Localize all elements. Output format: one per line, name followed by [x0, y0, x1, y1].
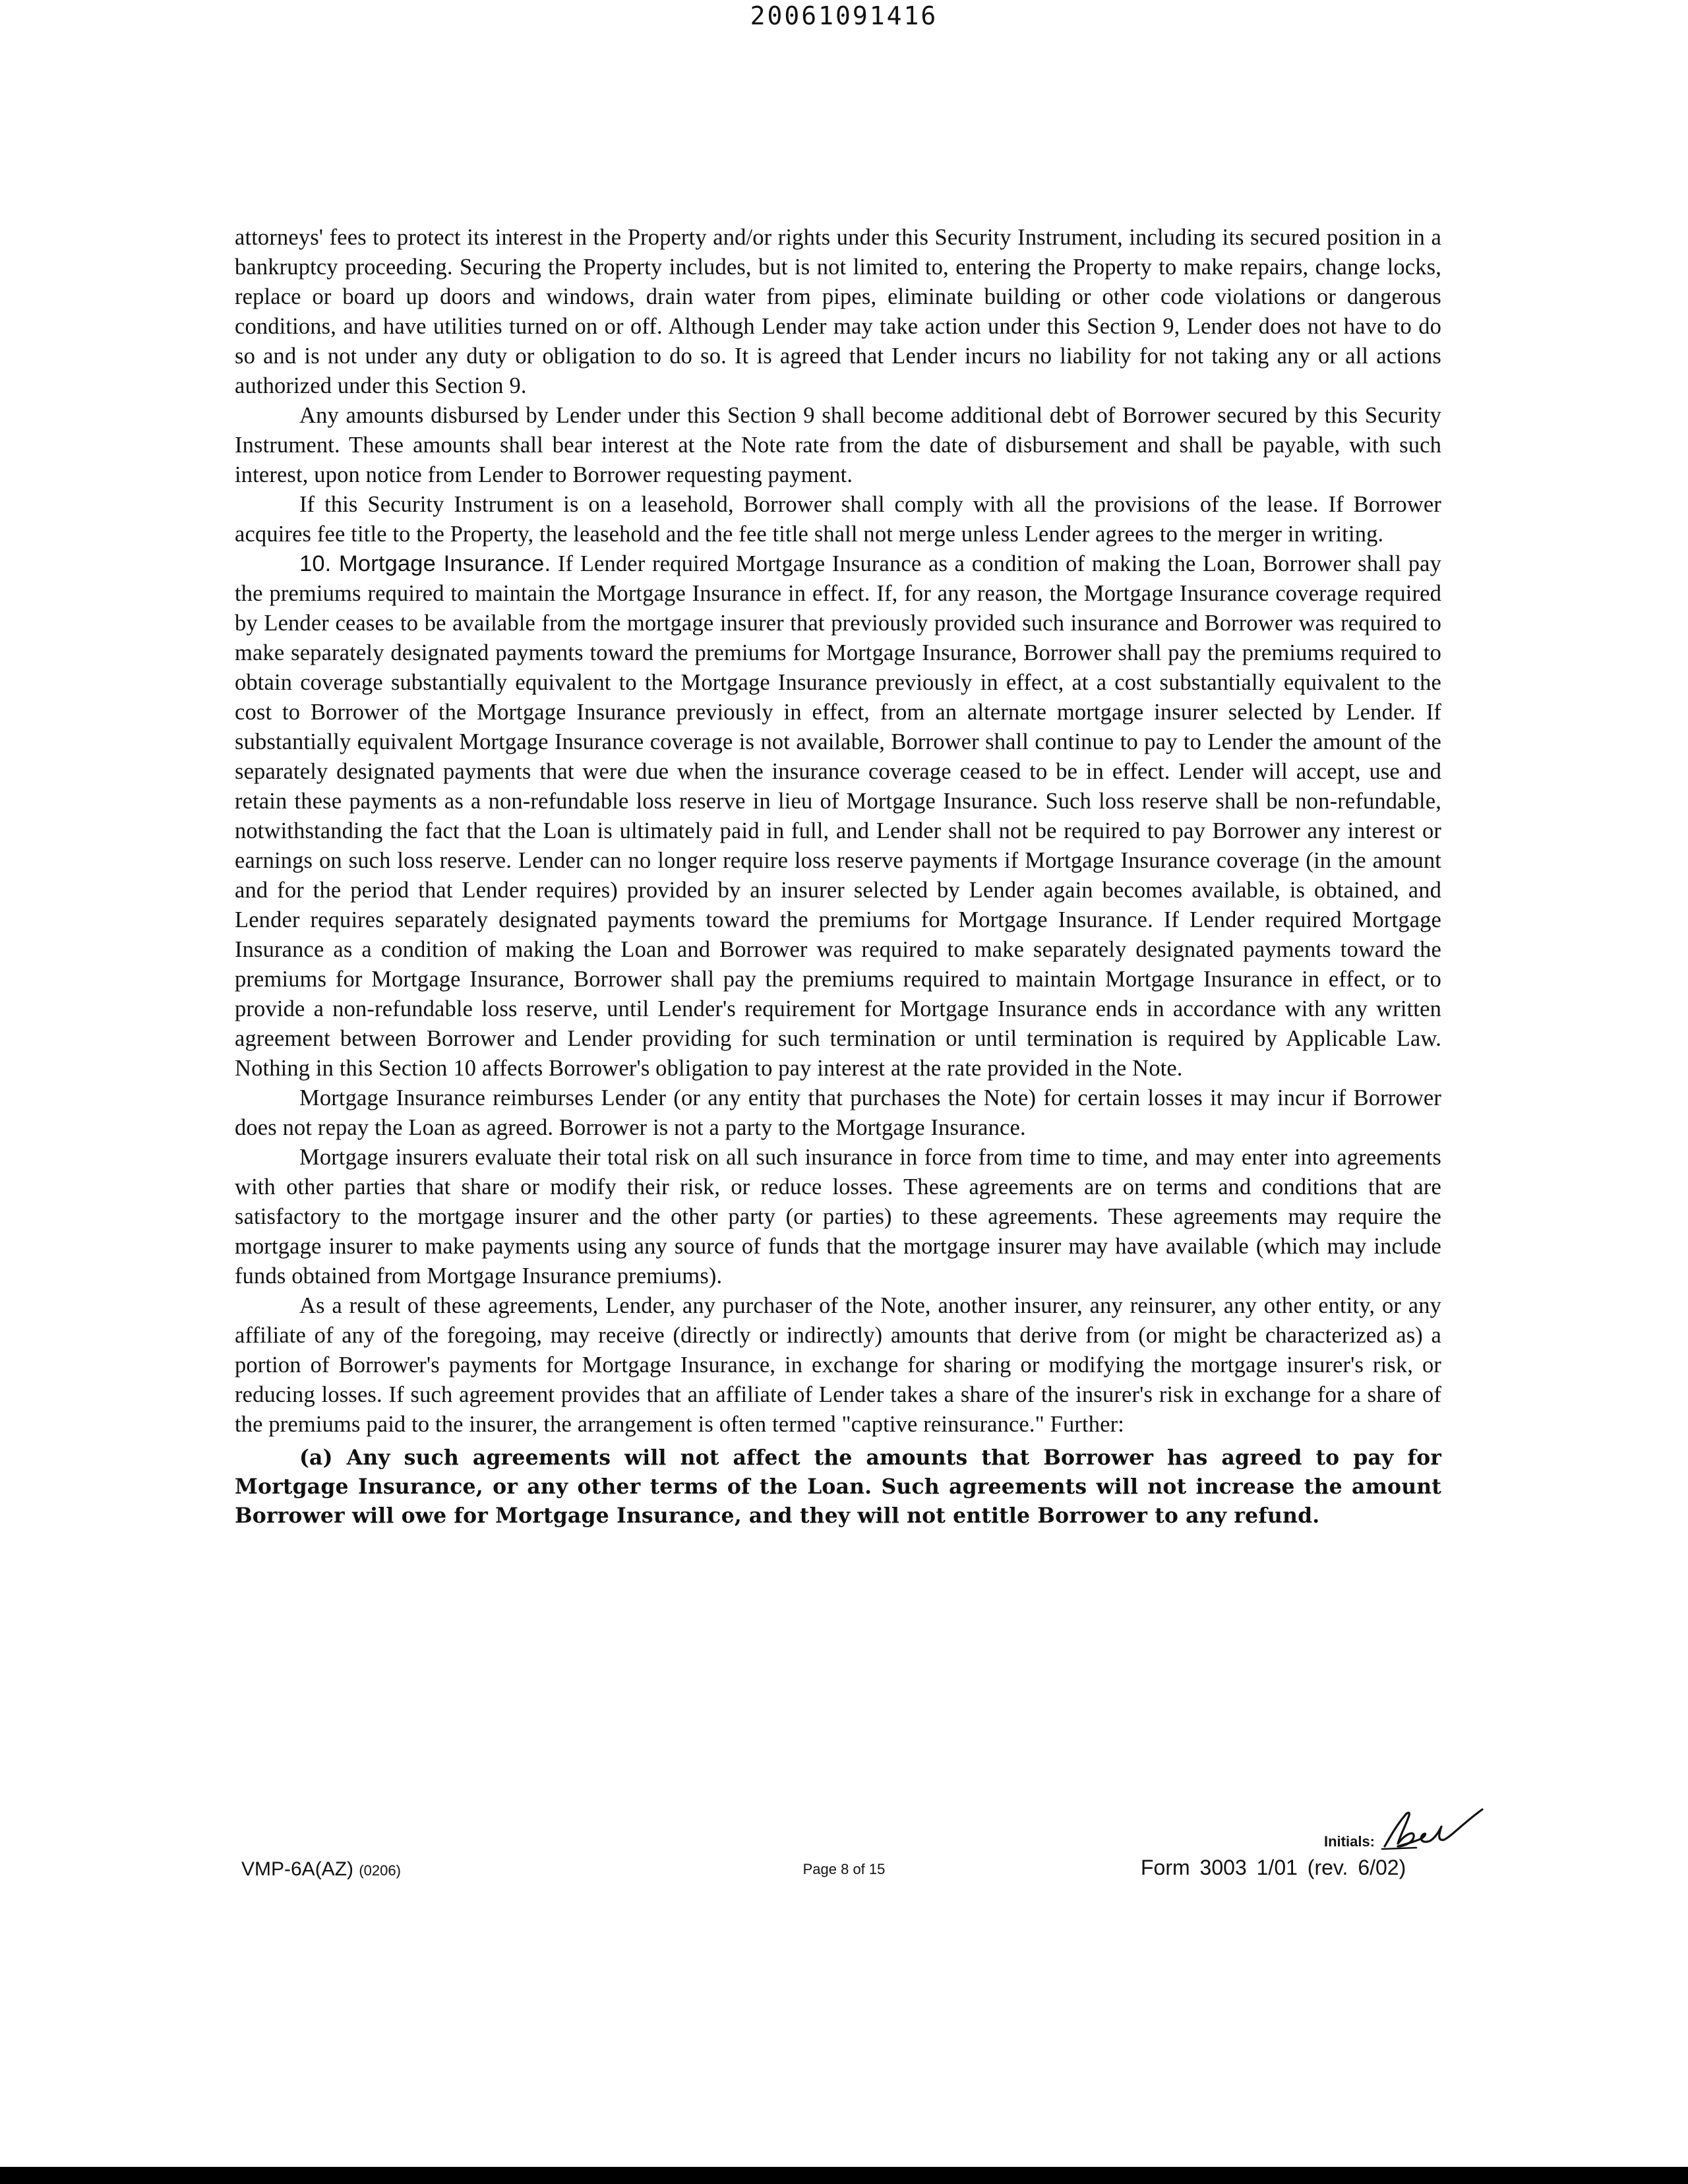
page-number: Page 8 of 15: [802, 1861, 886, 1877]
paragraph-agreements-result: As a result of these agreements, Lender, any purchaser of the Note, another insurer, any reinsurer, any other entity, or any affiliate of any of the foregoing, may receive (directly or indirectly) amounts that derive from (or might be characterized as) a portion of Borrower's payments for Mortgage Insurance, in exchange for sharing or modifying the mortgage insurer's risk, or reducing losses. If such agreement provides that an affiliate of Lender takes a share of the insurer's risk in exchange for a share of the premiums paid to the insurer, the arrangement is often termed "captive reinsurance." Further:: [235, 1293, 1441, 1437]
initials-signature: [1378, 1805, 1490, 1858]
section-10-heading: 10. Mortgage Insurance.: [299, 551, 551, 576]
document-number: 20061091416: [750, 1, 938, 30]
initials-block: [1324, 1805, 1489, 1858]
paragraph-mi-reimburses: Mortgage Insurance reimburses Lender (or any entity that purchases the Note) for certain losses it may incur if Borrower does not repay the Loan as agreed. Borrower is not a party to the Mortgage Insurance.: [235, 1085, 1441, 1140]
paragraph-section-10: [235, 549, 1441, 1083]
scan-border: [0, 2167, 1688, 2184]
form-code: [241, 1858, 401, 1881]
paragraph-clause-a: (a) Any such agreements will not affect the amounts that Borrower has agreed to pay for Mortgage Insurance, or any other terms of the Loan. Such agreements will not increase the amount Borrower will owe for Mortgage Insurance, and they will not entitle Borrower to any refund.: [235, 1445, 1441, 1528]
form-code-suffix: (0206): [359, 1862, 401, 1879]
form-number: Form 3003 1/01 (rev. 6/02): [1141, 1856, 1406, 1879]
section-10-text: If Lender required Mortgage Insurance as a condition of making the Loan, Borrower shall pay the premiums required to maintain the Mortgage Insurance in effect. If, for any reason, the Mortgage Insurance coverage required by Lender ceases to be available from the mortgage insurer that previously provided such insurance and Borrower was required to make separately designated payments toward the premiums for Mortgage Insurance, Borrower shall pay the premiums required to obtain coverage substantially equivalent to the Mortgage Insurance previously in effect, at a cost substantially equivalent to the cost to Borrower of the Mortgage Insurance previously in effect, from an alternate mortgage insurer selected by Lender. If substantially equivalent Mortgage Insurance coverage is not available, Borrower shall continue to pay to Lender the amount of the separately designated payments that were due when the insurance coverage ceased to be in effect. Lender will accept, use and retain these payments as a non-refundable loss reserve in lieu of Mortgage Insurance. Such loss reserve shall be non-refundable, notwithstanding the fact that the Loan is ultimately paid in full, and Lender shall not be required to pay Borrower any interest or earnings on such loss reserve. Lender can no longer require loss reserve payments if Mortgage Insurance coverage (in the amount and for the period that Lender requires) provided by an insurer selected by Lender again becomes available, is obtained, and Lender requires separately designated payments toward the premiums for Mortgage Insurance. If Lender required Mortgage Insurance as a condition of making the Loan and Borrower was required to make separately designated payments toward the premiums for Mortgage Insurance, Borrower shall pay the premiums required to maintain Mortgage Insurance in effect, or to provide a non-refundable loss reserve, until Lender's requirement for Mortgage Insurance ends in accordance with any written agreement between Borrower and Lender providing for such termination or until termination is required by Applicable Law. Nothing in this Section 10 affects Borrower's obligation to pay interest at the rate provided in the Note.: [235, 551, 1441, 1081]
paragraph-amounts-disbursed: Any amounts disbursed by Lender under this Section 9 shall become additional debt of Borrower secured by this Security Instrument. These amounts shall bear interest at the Note rate from the date of disbursement and shall be payable, with such interest, upon notice from Lender to Borrower requesting payment.: [235, 403, 1441, 487]
paragraph-leasehold: If this Security Instrument is on a leasehold, Borrower shall comply with all the provisions of the lease. If Borrower acquires fee title to the Property, the leasehold and the fee title shall not merge unless Lender agrees to the merger in writing.: [235, 492, 1441, 547]
paragraph-attorneys-fees: attorneys' fees to protect its interest in the Property and/or rights under this Security Instrument, including its secured position in a bankruptcy proceeding. Securing the Property includes, but is not limited to, entering the Property to make repairs, change locks, replace or board up doors and windows, drain water from pipes, eliminate building or other code violations or dangerous conditions, and have utilities turned on or off. Although Lender may take action under this Section 9, Lender does not have to do so and is not under any duty or obligation to do so. It is agreed that Lender incurs no liability for not taking any or all actions authorized under this Section 9.: [235, 225, 1441, 398]
form-code-main: VMP-6A(AZ): [241, 1858, 354, 1880]
initials-label: Initials:: [1324, 1833, 1375, 1850]
paragraph-mi-evaluate-risk: Mortgage insurers evaluate their total risk on all such insurance in force from time to time, and may enter into agreements with other parties that share or modify their risk, or reduce losses. These agreements are on terms and conditions that are satisfactory to the mortgage insurer and the other party (or parties) to these agreements. These agreements may require the mortgage insurer to make payments using any source of funds that the mortgage insurer may have available (which may include funds obtained from Mortgage Insurance premiums).: [235, 1145, 1441, 1289]
document-body: [235, 223, 1441, 1531]
